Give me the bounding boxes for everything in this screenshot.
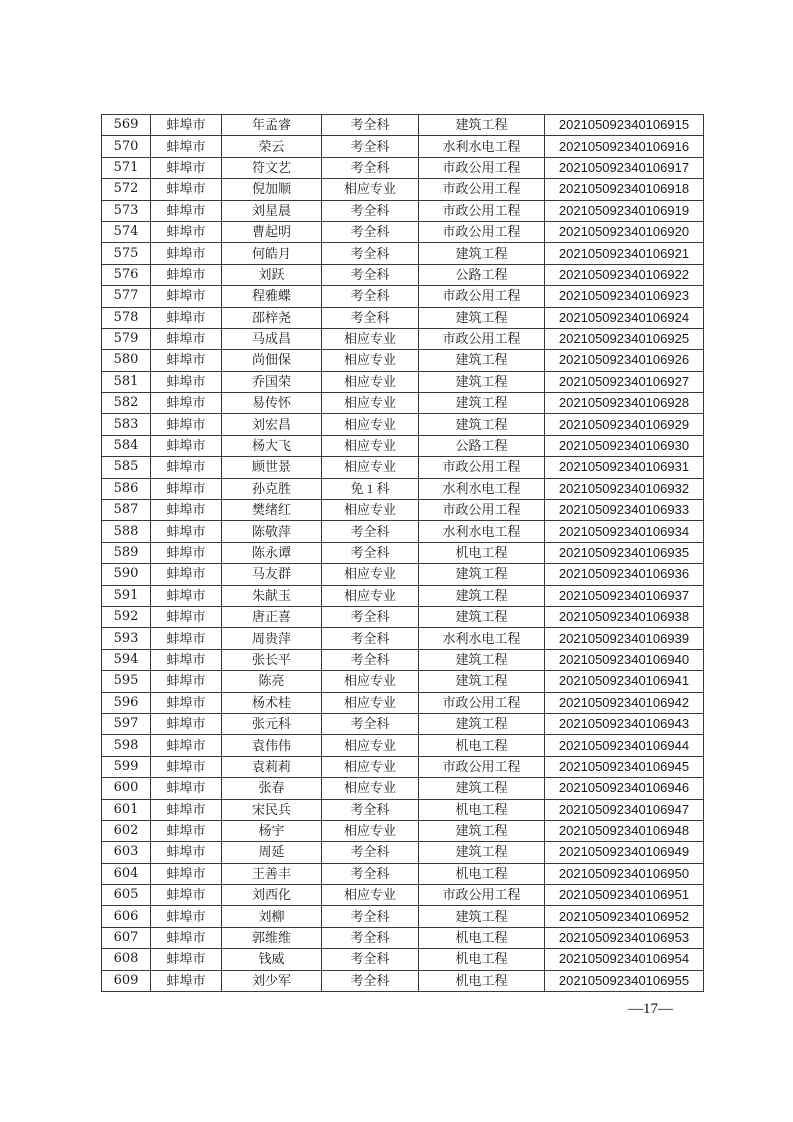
exam-type-cell: 相应专业 xyxy=(322,585,419,606)
exam-type-cell: 考全科 xyxy=(322,521,419,542)
certificate-id-cell: 202105092340106933 xyxy=(545,500,704,521)
major-cell: 建筑工程 xyxy=(419,649,545,670)
city-cell: 蚌埠市 xyxy=(151,949,222,970)
certificate-id-cell: 202105092340106953 xyxy=(545,927,704,948)
major-cell: 建筑工程 xyxy=(419,564,545,585)
row-number-cell: 597 xyxy=(102,713,151,734)
certificate-id-cell: 202105092340106955 xyxy=(545,970,704,991)
major-cell: 水利水电工程 xyxy=(419,478,545,499)
certificate-id-cell: 202105092340106920 xyxy=(545,221,704,242)
name-cell: 何皓月 xyxy=(222,243,322,264)
exam-type-cell: 考全科 xyxy=(322,949,419,970)
major-cell: 市政公用工程 xyxy=(419,221,545,242)
row-number-cell: 579 xyxy=(102,328,151,349)
certificate-id-cell: 202105092340106946 xyxy=(545,778,704,799)
major-cell: 市政公用工程 xyxy=(419,457,545,478)
city-cell: 蚌埠市 xyxy=(151,115,222,136)
certificate-id-cell: 202105092340106927 xyxy=(545,371,704,392)
name-cell: 郭维维 xyxy=(222,927,322,948)
city-cell: 蚌埠市 xyxy=(151,521,222,542)
city-cell: 蚌埠市 xyxy=(151,414,222,435)
table-row xyxy=(102,692,704,713)
certificate-id-cell: 202105092340106937 xyxy=(545,585,704,606)
certificate-id-cell: 202105092340106915 xyxy=(545,115,704,136)
name-cell: 张元科 xyxy=(222,713,322,734)
table-row xyxy=(102,542,704,563)
row-number-cell: 607 xyxy=(102,927,151,948)
exam-type-cell: 考全科 xyxy=(322,863,419,884)
certificate-id-cell: 202105092340106930 xyxy=(545,435,704,456)
name-cell: 张春 xyxy=(222,778,322,799)
major-cell: 市政公用工程 xyxy=(419,157,545,178)
table-row xyxy=(102,286,704,307)
name-cell: 樊绪红 xyxy=(222,500,322,521)
exam-type-cell: 考全科 xyxy=(322,842,419,863)
certificate-id-cell: 202105092340106943 xyxy=(545,713,704,734)
table-row xyxy=(102,115,704,136)
row-number-cell: 569 xyxy=(102,115,151,136)
city-cell: 蚌埠市 xyxy=(151,713,222,734)
name-cell: 符文艺 xyxy=(222,157,322,178)
certificate-id-cell: 202105092340106929 xyxy=(545,414,704,435)
city-cell: 蚌埠市 xyxy=(151,136,222,157)
exam-type-cell: 相应专业 xyxy=(322,435,419,456)
exam-type-cell: 相应专业 xyxy=(322,778,419,799)
certificate-id-cell: 202105092340106941 xyxy=(545,671,704,692)
city-cell: 蚌埠市 xyxy=(151,863,222,884)
certificate-id-cell: 202105092340106918 xyxy=(545,179,704,200)
certificate-id-cell: 202105092340106921 xyxy=(545,243,704,264)
name-cell: 朱献玉 xyxy=(222,585,322,606)
table-row xyxy=(102,371,704,392)
major-cell: 市政公用工程 xyxy=(419,885,545,906)
certificate-id-cell: 202105092340106938 xyxy=(545,606,704,627)
major-cell: 机电工程 xyxy=(419,863,545,884)
certificate-id-cell: 202105092340106936 xyxy=(545,564,704,585)
table-row xyxy=(102,500,704,521)
table-row xyxy=(102,606,704,627)
major-cell: 建筑工程 xyxy=(419,820,545,841)
city-cell: 蚌埠市 xyxy=(151,671,222,692)
major-cell: 市政公用工程 xyxy=(419,500,545,521)
exam-type-cell: 相应专业 xyxy=(322,457,419,478)
major-cell: 市政公用工程 xyxy=(419,328,545,349)
name-cell: 陈亮 xyxy=(222,671,322,692)
certificate-id-cell: 202105092340106940 xyxy=(545,649,704,670)
row-number-cell: 593 xyxy=(102,628,151,649)
name-cell: 孙克胜 xyxy=(222,478,322,499)
certificate-id-cell: 202105092340106934 xyxy=(545,521,704,542)
table-row xyxy=(102,970,704,991)
exam-type-cell: 相应专业 xyxy=(322,564,419,585)
major-cell: 建筑工程 xyxy=(419,414,545,435)
city-cell: 蚌埠市 xyxy=(151,692,222,713)
city-cell: 蚌埠市 xyxy=(151,221,222,242)
table-row xyxy=(102,457,704,478)
table-row xyxy=(102,585,704,606)
exam-type-cell: 相应专业 xyxy=(322,350,419,371)
row-number-cell: 595 xyxy=(102,671,151,692)
city-cell: 蚌埠市 xyxy=(151,457,222,478)
exam-type-cell: 相应专业 xyxy=(322,735,419,756)
row-number-cell: 573 xyxy=(102,200,151,221)
row-number-cell: 601 xyxy=(102,799,151,820)
row-number-cell: 592 xyxy=(102,606,151,627)
certificate-id-cell: 202105092340106916 xyxy=(545,136,704,157)
exam-type-cell: 考全科 xyxy=(322,542,419,563)
row-number-cell: 605 xyxy=(102,885,151,906)
name-cell: 王善丰 xyxy=(222,863,322,884)
name-cell: 杨宇 xyxy=(222,820,322,841)
exam-type-cell: 相应专业 xyxy=(322,179,419,200)
city-cell: 蚌埠市 xyxy=(151,500,222,521)
certificate-id-cell: 202105092340106917 xyxy=(545,157,704,178)
row-number-cell: 606 xyxy=(102,906,151,927)
row-number-cell: 598 xyxy=(102,735,151,756)
major-cell: 建筑工程 xyxy=(419,713,545,734)
exam-type-cell: 考全科 xyxy=(322,200,419,221)
name-cell: 刘星晨 xyxy=(222,200,322,221)
city-cell: 蚌埠市 xyxy=(151,243,222,264)
certificate-id-cell: 202105092340106935 xyxy=(545,542,704,563)
row-number-cell: 588 xyxy=(102,521,151,542)
table-row xyxy=(102,799,704,820)
exam-type-cell: 免 1 科 xyxy=(322,478,419,499)
city-cell: 蚌埠市 xyxy=(151,628,222,649)
row-number-cell: 587 xyxy=(102,500,151,521)
row-number-cell: 571 xyxy=(102,157,151,178)
exam-type-cell: 相应专业 xyxy=(322,671,419,692)
city-cell: 蚌埠市 xyxy=(151,435,222,456)
name-cell: 曹起明 xyxy=(222,221,322,242)
major-cell: 建筑工程 xyxy=(419,906,545,927)
city-cell: 蚌埠市 xyxy=(151,286,222,307)
certificate-id-cell: 202105092340106932 xyxy=(545,478,704,499)
exam-type-cell: 考全科 xyxy=(322,115,419,136)
row-number-cell: 589 xyxy=(102,542,151,563)
name-cell: 刘西化 xyxy=(222,885,322,906)
table-row xyxy=(102,949,704,970)
row-number-cell: 602 xyxy=(102,820,151,841)
name-cell: 杨术桂 xyxy=(222,692,322,713)
major-cell: 市政公用工程 xyxy=(419,756,545,777)
table-row xyxy=(102,243,704,264)
exam-type-cell: 相应专业 xyxy=(322,885,419,906)
city-cell: 蚌埠市 xyxy=(151,264,222,285)
city-cell: 蚌埠市 xyxy=(151,970,222,991)
table-row xyxy=(102,735,704,756)
city-cell: 蚌埠市 xyxy=(151,927,222,948)
city-cell: 蚌埠市 xyxy=(151,328,222,349)
table-row xyxy=(102,842,704,863)
major-cell: 市政公用工程 xyxy=(419,286,545,307)
city-cell: 蚌埠市 xyxy=(151,157,222,178)
exam-type-cell: 考全科 xyxy=(322,799,419,820)
exam-type-cell: 考全科 xyxy=(322,970,419,991)
row-number-cell: 608 xyxy=(102,949,151,970)
certificate-id-cell: 202105092340106919 xyxy=(545,200,704,221)
city-cell: 蚌埠市 xyxy=(151,735,222,756)
certificate-id-cell: 202105092340106925 xyxy=(545,328,704,349)
exam-type-cell: 考全科 xyxy=(322,243,419,264)
table-row xyxy=(102,521,704,542)
table-row xyxy=(102,393,704,414)
exam-type-cell: 考全科 xyxy=(322,157,419,178)
table-row xyxy=(102,221,704,242)
name-cell: 袁莉莉 xyxy=(222,756,322,777)
row-number-cell: 576 xyxy=(102,264,151,285)
name-cell: 钱威 xyxy=(222,949,322,970)
city-cell: 蚌埠市 xyxy=(151,585,222,606)
major-cell: 机电工程 xyxy=(419,949,545,970)
major-cell: 建筑工程 xyxy=(419,243,545,264)
name-cell: 唐正喜 xyxy=(222,606,322,627)
certificate-id-cell: 202105092340106948 xyxy=(545,820,704,841)
exam-type-cell: 考全科 xyxy=(322,264,419,285)
name-cell: 荣云 xyxy=(222,136,322,157)
table-row xyxy=(102,478,704,499)
exam-type-cell: 相应专业 xyxy=(322,820,419,841)
name-cell: 乔国荣 xyxy=(222,371,322,392)
row-number-cell: 572 xyxy=(102,179,151,200)
city-cell: 蚌埠市 xyxy=(151,756,222,777)
certificate-id-cell: 202105092340106922 xyxy=(545,264,704,285)
exam-type-cell: 考全科 xyxy=(322,649,419,670)
row-number-cell: 586 xyxy=(102,478,151,499)
city-cell: 蚌埠市 xyxy=(151,393,222,414)
table-row xyxy=(102,756,704,777)
name-cell: 顾世景 xyxy=(222,457,322,478)
certificate-id-cell: 202105092340106944 xyxy=(545,735,704,756)
major-cell: 建筑工程 xyxy=(419,393,545,414)
city-cell: 蚌埠市 xyxy=(151,564,222,585)
exam-type-cell: 考全科 xyxy=(322,713,419,734)
row-number-cell: 574 xyxy=(102,221,151,242)
major-cell: 公路工程 xyxy=(419,435,545,456)
name-cell: 程雅蝶 xyxy=(222,286,322,307)
name-cell: 马成昌 xyxy=(222,328,322,349)
major-cell: 机电工程 xyxy=(419,970,545,991)
table-row xyxy=(102,200,704,221)
major-cell: 建筑工程 xyxy=(419,778,545,799)
row-number-cell: 603 xyxy=(102,842,151,863)
exam-type-cell: 考全科 xyxy=(322,906,419,927)
row-number-cell: 583 xyxy=(102,414,151,435)
certificate-id-cell: 202105092340106947 xyxy=(545,799,704,820)
name-cell: 易传怀 xyxy=(222,393,322,414)
table-row xyxy=(102,820,704,841)
row-number-cell: 591 xyxy=(102,585,151,606)
name-cell: 陈永谭 xyxy=(222,542,322,563)
city-cell: 蚌埠市 xyxy=(151,906,222,927)
city-cell: 蚌埠市 xyxy=(151,885,222,906)
exam-type-cell: 考全科 xyxy=(322,307,419,328)
city-cell: 蚌埠市 xyxy=(151,542,222,563)
exam-type-cell: 考全科 xyxy=(322,221,419,242)
certificate-id-cell: 202105092340106924 xyxy=(545,307,704,328)
table-row xyxy=(102,136,704,157)
name-cell: 马友群 xyxy=(222,564,322,585)
major-cell: 机电工程 xyxy=(419,735,545,756)
certificate-id-cell: 202105092340106942 xyxy=(545,692,704,713)
city-cell: 蚌埠市 xyxy=(151,778,222,799)
exam-type-cell: 相应专业 xyxy=(322,393,419,414)
row-number-cell: 581 xyxy=(102,371,151,392)
roster-table-body xyxy=(102,115,704,992)
major-cell: 市政公用工程 xyxy=(419,692,545,713)
row-number-cell: 575 xyxy=(102,243,151,264)
exam-type-cell: 考全科 xyxy=(322,628,419,649)
row-number-cell: 585 xyxy=(102,457,151,478)
row-number-cell: 570 xyxy=(102,136,151,157)
city-cell: 蚌埠市 xyxy=(151,200,222,221)
row-number-cell: 578 xyxy=(102,307,151,328)
certificate-id-cell: 202105092340106950 xyxy=(545,863,704,884)
name-cell: 尚佃保 xyxy=(222,350,322,371)
name-cell: 年孟睿 xyxy=(222,115,322,136)
name-cell: 邵梓尧 xyxy=(222,307,322,328)
table-row xyxy=(102,649,704,670)
exam-type-cell: 相应专业 xyxy=(322,414,419,435)
page-number: —17— xyxy=(628,1001,673,1017)
certificate-id-cell: 202105092340106931 xyxy=(545,457,704,478)
certificate-id-cell: 202105092340106952 xyxy=(545,906,704,927)
table-row xyxy=(102,328,704,349)
row-number-cell: 577 xyxy=(102,286,151,307)
exam-type-cell: 考全科 xyxy=(322,286,419,307)
name-cell: 刘少军 xyxy=(222,970,322,991)
row-number-cell: 596 xyxy=(102,692,151,713)
name-cell: 刘柳 xyxy=(222,906,322,927)
certificate-id-cell: 202105092340106928 xyxy=(545,393,704,414)
city-cell: 蚌埠市 xyxy=(151,478,222,499)
row-number-cell: 584 xyxy=(102,435,151,456)
major-cell: 市政公用工程 xyxy=(419,200,545,221)
table-row xyxy=(102,927,704,948)
name-cell: 刘跃 xyxy=(222,264,322,285)
table-row xyxy=(102,564,704,585)
major-cell: 机电工程 xyxy=(419,542,545,563)
name-cell: 周延 xyxy=(222,842,322,863)
table-row xyxy=(102,435,704,456)
table-row xyxy=(102,885,704,906)
row-number-cell: 582 xyxy=(102,393,151,414)
name-cell: 刘宏昌 xyxy=(222,414,322,435)
exam-type-cell: 相应专业 xyxy=(322,328,419,349)
major-cell: 建筑工程 xyxy=(419,115,545,136)
table-row xyxy=(102,778,704,799)
city-cell: 蚌埠市 xyxy=(151,842,222,863)
certificate-id-cell: 202105092340106923 xyxy=(545,286,704,307)
major-cell: 机电工程 xyxy=(419,927,545,948)
table-row xyxy=(102,713,704,734)
table-row xyxy=(102,307,704,328)
city-cell: 蚌埠市 xyxy=(151,820,222,841)
row-number-cell: 599 xyxy=(102,756,151,777)
exam-type-cell: 相应专业 xyxy=(322,500,419,521)
major-cell: 建筑工程 xyxy=(419,842,545,863)
city-cell: 蚌埠市 xyxy=(151,799,222,820)
major-cell: 水利水电工程 xyxy=(419,628,545,649)
row-number-cell: 594 xyxy=(102,649,151,670)
major-cell: 机电工程 xyxy=(419,799,545,820)
table-row xyxy=(102,350,704,371)
certificate-id-cell: 202105092340106951 xyxy=(545,885,704,906)
table-row xyxy=(102,628,704,649)
exam-type-cell: 考全科 xyxy=(322,136,419,157)
exam-type-cell: 相应专业 xyxy=(322,692,419,713)
city-cell: 蚌埠市 xyxy=(151,606,222,627)
certificate-id-cell: 202105092340106949 xyxy=(545,842,704,863)
major-cell: 建筑工程 xyxy=(419,671,545,692)
table-row xyxy=(102,179,704,200)
exam-type-cell: 相应专业 xyxy=(322,756,419,777)
certificate-id-cell: 202105092340106926 xyxy=(545,350,704,371)
certificate-id-cell: 202105092340106939 xyxy=(545,628,704,649)
city-cell: 蚌埠市 xyxy=(151,350,222,371)
table-row xyxy=(102,863,704,884)
major-cell: 水利水电工程 xyxy=(419,521,545,542)
name-cell: 宋民兵 xyxy=(222,799,322,820)
table-row xyxy=(102,671,704,692)
name-cell: 倪加顺 xyxy=(222,179,322,200)
certificate-id-cell: 202105092340106954 xyxy=(545,949,704,970)
city-cell: 蚌埠市 xyxy=(151,179,222,200)
row-number-cell: 590 xyxy=(102,564,151,585)
row-number-cell: 600 xyxy=(102,778,151,799)
city-cell: 蚌埠市 xyxy=(151,307,222,328)
major-cell: 建筑工程 xyxy=(419,606,545,627)
table-row xyxy=(102,906,704,927)
major-cell: 市政公用工程 xyxy=(419,179,545,200)
table-row xyxy=(102,414,704,435)
name-cell: 杨大飞 xyxy=(222,435,322,456)
row-number-cell: 609 xyxy=(102,970,151,991)
name-cell: 张长平 xyxy=(222,649,322,670)
major-cell: 公路工程 xyxy=(419,264,545,285)
major-cell: 建筑工程 xyxy=(419,371,545,392)
row-number-cell: 580 xyxy=(102,350,151,371)
roster-table xyxy=(101,114,704,992)
city-cell: 蚌埠市 xyxy=(151,371,222,392)
exam-type-cell: 考全科 xyxy=(322,606,419,627)
row-number-cell: 604 xyxy=(102,863,151,884)
city-cell: 蚌埠市 xyxy=(151,649,222,670)
exam-type-cell: 考全科 xyxy=(322,927,419,948)
table-row xyxy=(102,157,704,178)
table-row xyxy=(102,264,704,285)
major-cell: 建筑工程 xyxy=(419,585,545,606)
exam-type-cell: 相应专业 xyxy=(322,371,419,392)
major-cell: 建筑工程 xyxy=(419,350,545,371)
name-cell: 陈敬萍 xyxy=(222,521,322,542)
major-cell: 水利水电工程 xyxy=(419,136,545,157)
certificate-id-cell: 202105092340106945 xyxy=(545,756,704,777)
name-cell: 袁伟伟 xyxy=(222,735,322,756)
name-cell: 周贵萍 xyxy=(222,628,322,649)
major-cell: 建筑工程 xyxy=(419,307,545,328)
